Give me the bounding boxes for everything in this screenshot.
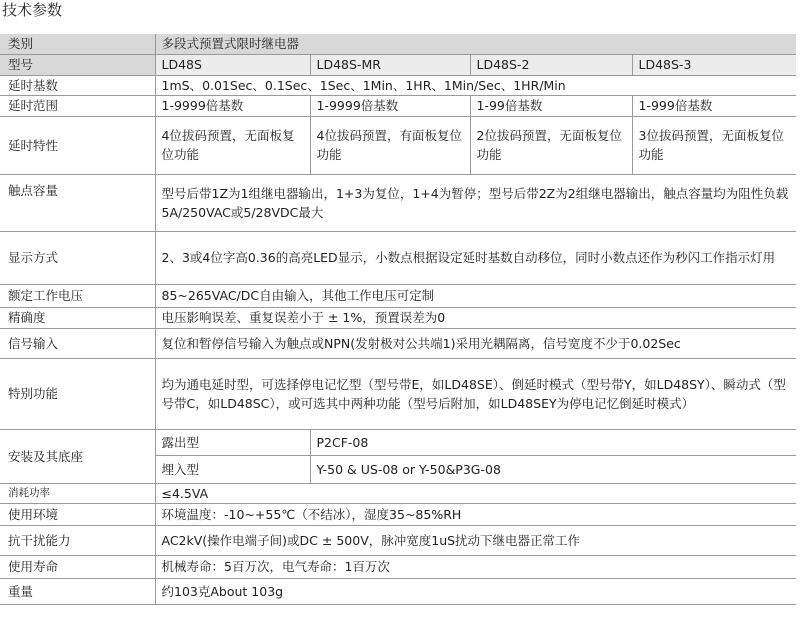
weight-value: 约103克About 103g <box>155 578 796 604</box>
signal-row <box>0 328 796 358</box>
mounting-row-1 <box>0 429 796 455</box>
model-row <box>0 54 796 75</box>
model-cell: LD48S-2 <box>470 54 632 75</box>
time-range-cell: 1-9999倍基数 <box>310 95 470 116</box>
display-value: 2、3或4位字高0.36的高亮LED显示，小数点根据设定延时基数自动移位，同时小数点还作为秒闪工作指示灯用 <box>155 231 796 284</box>
page-title: 技术参数 <box>2 1 63 19</box>
mount-base: P2CF-08 <box>310 429 796 455</box>
row-label: 使用寿命 <box>0 555 155 578</box>
accuracy-value: 电压影响误差、重复误差小于 ± 1%，预置误差为0 <box>155 307 796 328</box>
mount-type: 埋入型 <box>155 455 310 483</box>
environment-row <box>0 503 796 525</box>
row-label: 消耗功率 <box>0 483 155 503</box>
interference-row <box>0 525 796 555</box>
row-label: 延时特性 <box>0 116 155 174</box>
spec-table <box>0 34 796 605</box>
row-label: 延时范围 <box>0 95 155 116</box>
lifetime-row <box>0 555 796 578</box>
time-char-cell: 4位拔码预置，无面板复位功能 <box>155 116 310 174</box>
row-label: 重量 <box>0 578 155 604</box>
weight-row <box>0 578 796 604</box>
time-range-row <box>0 95 796 116</box>
row-label: 安装及其底座 <box>0 429 155 483</box>
lifetime-value: 机械寿命：5百万次，电气寿命：1百万次 <box>155 555 796 578</box>
row-label: 精确度 <box>0 307 155 328</box>
accuracy-row <box>0 307 796 328</box>
time-char-cell: 3位拔码预置，无面板复位功能 <box>632 116 796 174</box>
voltage-row <box>0 284 796 307</box>
time-range-cell: 1-999倍基数 <box>632 95 796 116</box>
row-label: 触点容量 <box>0 174 155 231</box>
display-row <box>0 231 796 284</box>
row-label: 延时基数 <box>0 75 155 95</box>
contact-row <box>0 174 796 231</box>
contact-value: 型号后带1Z为1组继电器输出，1+3为复位，1+4为暂停；型号后带2Z为2组继电器输出，触点容量均为阻性负载5A/250VAC或5/28VDC最大 <box>155 174 796 231</box>
row-label: 类别 <box>0 34 155 54</box>
model-cell: LD48S-MR <box>310 54 470 75</box>
row-label: 使用环境 <box>0 503 155 525</box>
category-row <box>0 34 796 54</box>
row-label: 特别功能 <box>0 358 155 429</box>
time-char-cell: 4位拔码预置，有面板复位功能 <box>310 116 470 174</box>
interference-value: AC2kV(操作电端子间)或DC ± 500V，脉冲宽度1uS扰动下继电器正常工作 <box>155 525 796 555</box>
time-char-cell: 2位拔码预置，无面板复位功能 <box>470 116 632 174</box>
power-value: ≤4.5VA <box>155 483 796 503</box>
special-row <box>0 358 796 429</box>
model-cell: LD48S-3 <box>632 54 796 75</box>
special-value: 均为通电延时型，可选择停电记忆型（型号带E，如LD48SE）、倒延时模式（型号带Y，如LD48SY）、瞬动式（型号带C，如LD48SC），或可选其中两种功能（型号后附加，如LD48SEY为停电记忆倒延时模式） <box>155 358 796 429</box>
mount-type: 露出型 <box>155 429 310 455</box>
power-row <box>0 483 796 503</box>
time-range-cell: 1-9999倍基数 <box>155 95 310 116</box>
signal-value: 复位和暂停信号输入为触点或NPN(发射极对公共端1)采用光耦隔离，信号宽度不少于0.02Sec <box>155 328 796 358</box>
row-label: 显示方式 <box>0 231 155 284</box>
time-char-row <box>0 116 796 174</box>
voltage-value: 85~265VAC/DC自由输入，其他工作电压可定制 <box>155 284 796 307</box>
environment-value: 环境温度：-10~+55℃（不结冰），湿度35~85%RH <box>155 503 796 525</box>
category-value: 多段式预置式限时继电器 <box>155 34 796 54</box>
mount-base: Y-50 & US-08 or Y-50&P3G-08 <box>310 455 796 483</box>
time-range-cell: 1-99倍基数 <box>470 95 632 116</box>
model-cell: LD48S <box>155 54 310 75</box>
row-label: 抗干扰能力 <box>0 525 155 555</box>
row-label: 信号输入 <box>0 328 155 358</box>
time-base-row <box>0 75 796 95</box>
row-label: 型号 <box>0 54 155 75</box>
row-label: 额定工作电压 <box>0 284 155 307</box>
time-base-value: 1mS、0.01Sec、0.1Sec、1Sec、1Min、1HR、1Min/Sec、1HR/Min <box>155 75 796 95</box>
